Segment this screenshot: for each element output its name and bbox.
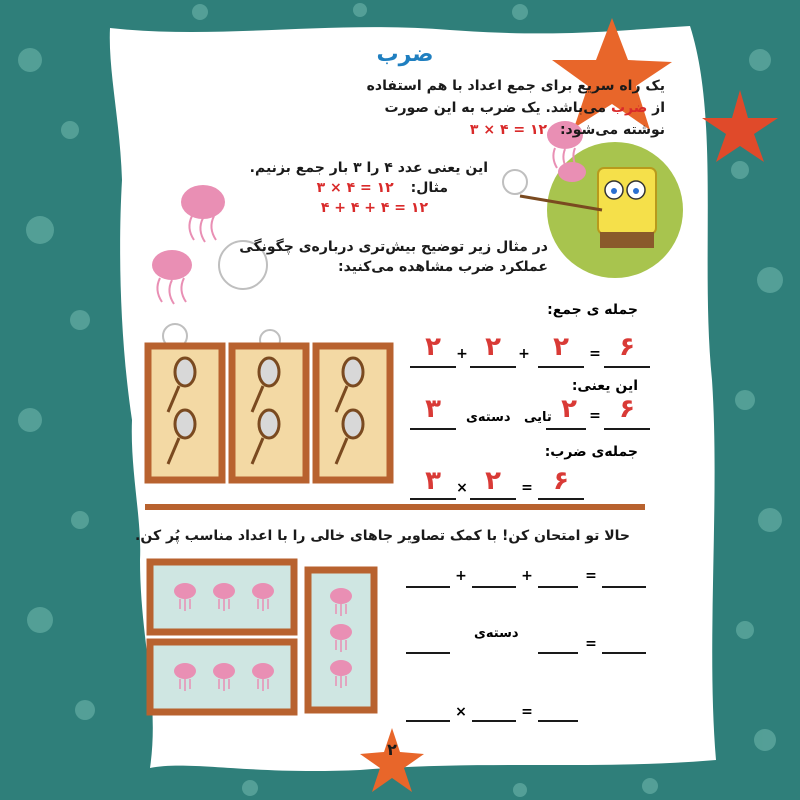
- intro-line-3: [470, 120, 665, 140]
- mult-blank-b: [410, 498, 456, 500]
- practice-mult-blank-a[interactable]: [472, 720, 516, 722]
- practice-add-blank-3[interactable]: [538, 586, 578, 588]
- practice-meaning-blank-result[interactable]: [602, 652, 646, 654]
- mult-b: ۳: [425, 466, 441, 496]
- meaning-blank-result: [604, 428, 650, 430]
- mult-a: ۲: [485, 466, 501, 496]
- practice-plus-2: +: [521, 568, 533, 584]
- divider-bar: [145, 504, 645, 510]
- intro-line-2-before: از: [647, 100, 665, 116]
- times-sign-1: ×: [456, 480, 468, 496]
- practice-mult-blank-b[interactable]: [406, 720, 450, 722]
- practice-mult-blank-result[interactable]: [538, 720, 578, 722]
- practice-add-blank-2[interactable]: [472, 586, 516, 588]
- meaning-result: ۶: [619, 394, 635, 424]
- addition-term-3: ۲: [553, 332, 569, 362]
- example-line-1: این یعنی عدد ۴ را ۳ بار جمع بزنیم.: [249, 160, 488, 176]
- intro-line-3-text: نوشته می‌شود:: [559, 122, 665, 138]
- meaning-blank-count: [546, 428, 586, 430]
- addition-term-1: ۲: [425, 332, 441, 362]
- practice-times: ×: [455, 704, 467, 720]
- explain-line-2: عملکرد ضرب مشاهده می‌کنید:: [338, 259, 548, 275]
- practice-equals-3: =: [521, 704, 533, 720]
- equals-sign-1: =: [589, 346, 601, 362]
- practice-meaning-blank-groups[interactable]: [406, 652, 450, 654]
- intro-line-1: یک راه سریع برای جمع اعداد با هم استفاده: [366, 78, 665, 94]
- meaning-count: ۲: [561, 394, 577, 424]
- spongebob-body: [598, 168, 656, 234]
- intro-line-2-after: می‌باشد. یک ضرب به این صورت: [384, 100, 611, 116]
- addition-term-2: ۲: [485, 332, 501, 362]
- mult-result: ۶: [553, 466, 569, 496]
- plus-sign-2: +: [518, 346, 530, 362]
- practice-equals-1: =: [585, 568, 597, 584]
- plus-sign-1: +: [456, 346, 468, 362]
- practice-instruction: حالا تو امتحان کن! با کمک تصاویر جاهای خالی را با اعداد مناسب پُر کن.: [135, 528, 630, 544]
- addition-blank-3: [538, 366, 584, 368]
- intro-formula: ۱۲ = ۴ × ۳: [469, 122, 548, 138]
- highlight-zarb: ضرب: [610, 100, 648, 116]
- intro-line-2: [384, 98, 665, 118]
- section-mult-label: جمله‌ی ضرب:: [544, 444, 638, 460]
- example-formula-2: ۱۲ = ۴ + ۴ + ۴: [320, 200, 428, 216]
- practice-plus-1: +: [455, 568, 467, 584]
- mult-blank-result: [538, 498, 584, 500]
- addition-blank-2: [470, 366, 516, 368]
- equals-sign-2: =: [589, 408, 601, 424]
- example-formula-row: [321, 198, 428, 218]
- addition-blank-result: [604, 366, 650, 368]
- meaning-blank-groups: [410, 428, 456, 430]
- explain-line-1: در مثال زیر توضیح بیش‌تری درباره‌ی چگونگی: [239, 239, 548, 255]
- practice-daste: دسته‌ی: [474, 626, 519, 641]
- practice-add-blank-1[interactable]: [406, 586, 450, 588]
- addition-result: ۶: [619, 332, 635, 362]
- practice-equals-2: =: [585, 636, 597, 652]
- practice-add-blank-result[interactable]: [602, 586, 646, 588]
- section-meaning-label: این یعنی:: [571, 378, 638, 394]
- example-label: مثال:: [410, 180, 448, 196]
- example-formula-1: ۱۲ = ۴ × ۳: [316, 180, 394, 196]
- addition-blank-1: [410, 366, 456, 368]
- page-title: ضرب: [376, 42, 434, 67]
- meaning-groups: ۳: [425, 394, 441, 424]
- example-label-row: [317, 178, 448, 198]
- page-number: ۲: [387, 740, 397, 759]
- meaning-taei: تایی: [524, 410, 552, 425]
- equals-sign-3: =: [521, 480, 533, 496]
- meaning-daste: دسته‌ی: [466, 410, 511, 425]
- mult-blank-a: [470, 498, 516, 500]
- practice-meaning-blank-count[interactable]: [538, 652, 578, 654]
- section-addition-label: جمله ی جمع:: [547, 302, 638, 318]
